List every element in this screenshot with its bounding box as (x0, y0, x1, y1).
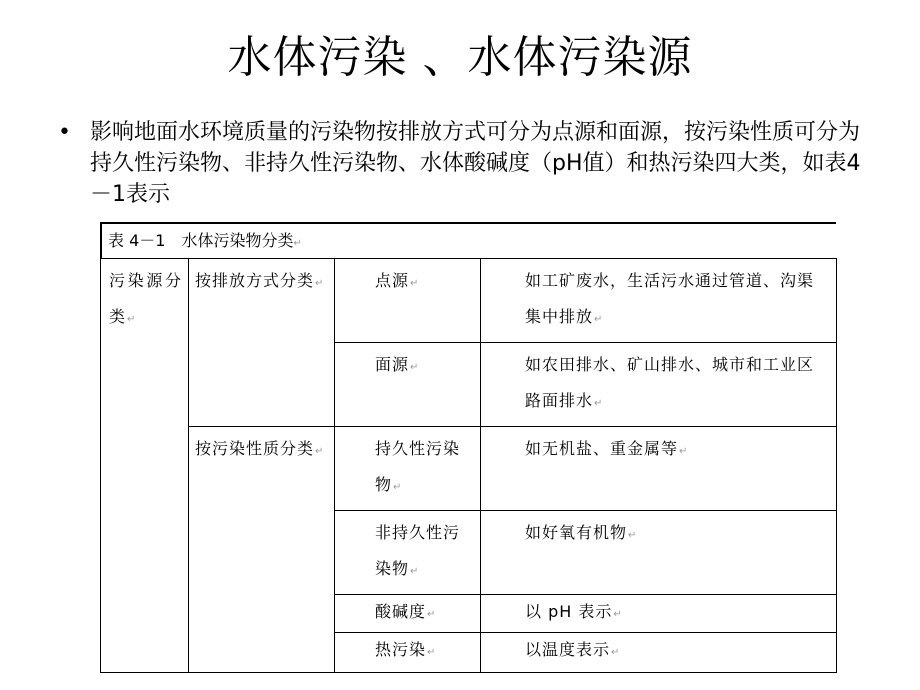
example-cell: 如无机盐、重金属等 ↵ (481, 427, 837, 511)
example-cell: 如好氧有机物 ↵ (481, 511, 837, 595)
example-cell: 以 pH 表示 ↵ (481, 595, 837, 633)
type-cell: 持久性污染物 ↵ (335, 427, 481, 511)
table-caption-text: 表 4－1 水体污染物分类 (108, 231, 294, 250)
bullet-marker: • (58, 120, 71, 145)
group-cell: 按污染性质分类 ↵ (189, 427, 335, 673)
pollutant-classification-table (100, 222, 836, 659)
bullet-text: 影响地面水环境质量的污染物按排放方式可分为点源和面源，按污染性质可分为持久性污染物、非持久性污染物、水体酸碱度（pH值）和热污染四大类，如表4－1表示 (90, 120, 861, 207)
classification-grid (100, 258, 837, 673)
type-cell: 酸碱度 ↵ (335, 595, 481, 633)
type-cell: 面源 ↵ (335, 343, 481, 427)
type-cell: 点源 ↵ (335, 259, 481, 343)
bullet-paragraph (58, 117, 868, 210)
example-cell: 如农田排水、矿山排水、城市和工业区路面排水 ↵ (481, 343, 837, 427)
slide-title: 水体污染 、水体污染源 (227, 32, 693, 83)
group-cell: 按排放方式分类 ↵ (189, 259, 335, 427)
category-cell: 污染源分类 ↵ (101, 259, 189, 673)
example-cell: 如工矿废水，生活污水通过管道、沟渠集中排放 ↵ (481, 259, 837, 343)
example-cell: 以温度表示 ↵ (481, 633, 837, 673)
type-cell: 非持久性污染物 ↵ (335, 511, 481, 595)
table-caption: 表 4－1 水体污染物分类↵ (100, 222, 836, 258)
type-cell: 热污染 ↵ (335, 633, 481, 673)
